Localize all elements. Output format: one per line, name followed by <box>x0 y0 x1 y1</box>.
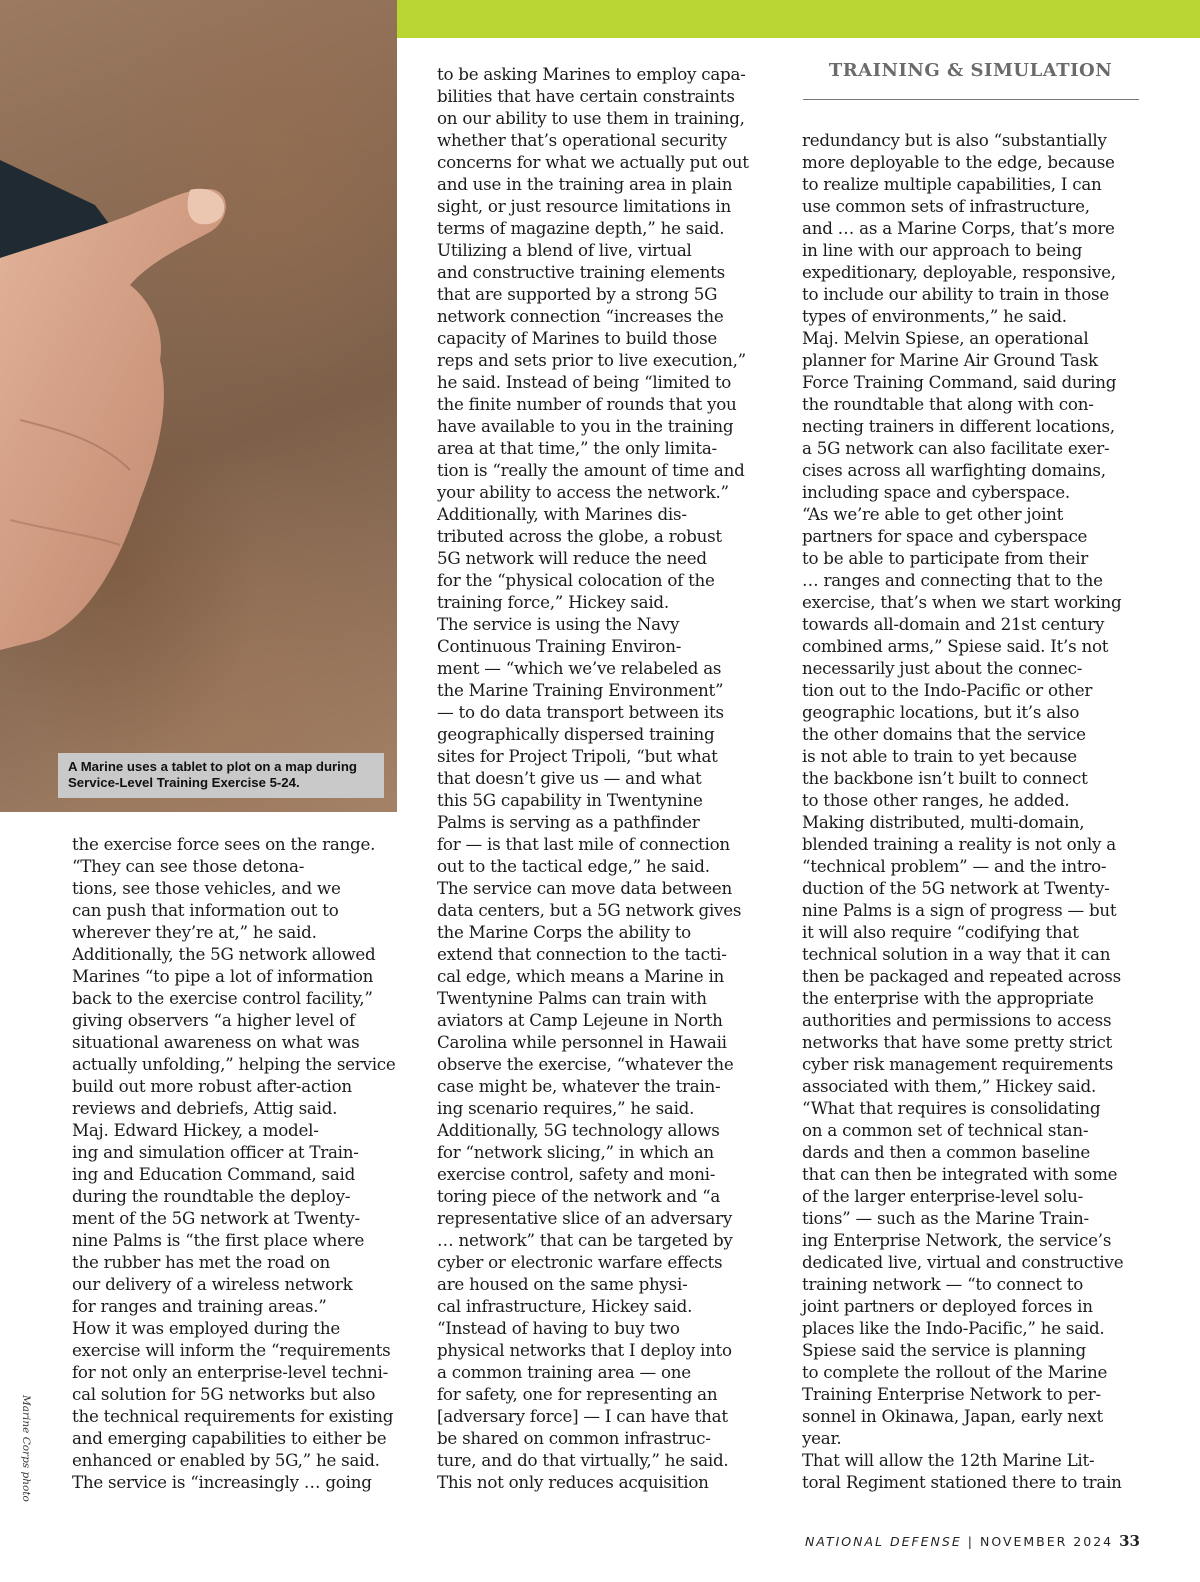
text-line: are housed on the same physi- <box>437 1274 688 1294</box>
text-line: to complete the rollout of the Marine <box>802 1362 1108 1382</box>
text-line: combined arms,” Spiese said. It’s not <box>802 636 1109 656</box>
text-line: ing Enterprise Network, the service’s <box>802 1230 1112 1250</box>
text-line: networks that have some pretty strict <box>802 1032 1113 1052</box>
article-photo <box>0 0 397 812</box>
text-line: bilities that have certain constraints <box>437 86 735 106</box>
text-line: necting trainers in different locations, <box>802 416 1115 436</box>
text-line: planner for Marine Air Ground Task <box>802 350 1098 370</box>
text-line: can push that information out to <box>72 900 339 920</box>
text-line: The service is “increasingly … going <box>72 1472 372 1492</box>
text-line: redundancy but is also “substantially <box>802 130 1107 150</box>
text-line: our delivery of a wireless network <box>72 1274 353 1294</box>
text-line: and constructive training elements <box>437 262 725 282</box>
text-line: technical solution in a way that it can <box>802 944 1111 964</box>
article-column-3 <box>802 129 1142 1493</box>
text-line: is not able to train to yet because <box>802 746 1077 766</box>
text-line: in line with our approach to being <box>802 240 1083 260</box>
text-line: for ranges and training areas.” <box>72 1296 327 1316</box>
photo-credit <box>18 1395 42 1505</box>
text-line: dards and then a common baseline <box>802 1142 1090 1162</box>
text-line: cal solution for 5G networks but also <box>72 1384 376 1404</box>
caption-line: A Marine uses a tablet to plot on a map during <box>68 759 357 774</box>
text-line: cises across all warfighting domains, <box>802 460 1106 480</box>
text-line: the backbone isn’t built to connect <box>802 768 1088 788</box>
text-line: your ability to access the network.” <box>437 482 729 502</box>
text-line: Making distributed, multi-domain, <box>802 812 1085 832</box>
text-line: nine Palms is “the first place where <box>72 1230 365 1250</box>
text-line: terms of magazine depth,” he said. <box>437 218 725 238</box>
text-line: expeditionary, deployable, responsive, <box>802 262 1116 282</box>
text-line: Training Enterprise Network to per- <box>802 1384 1101 1404</box>
hand-photo-illustration <box>0 0 397 812</box>
text-line: concerns for what we actually put out <box>437 152 749 172</box>
page-footer <box>805 1532 1140 1550</box>
text-line: nine Palms is a sign of progress — but <box>802 900 1117 920</box>
text-line: for “network slicing,” in which an <box>437 1142 714 1162</box>
text-line: to be asking Marines to employ capa- <box>437 64 746 84</box>
text-line: — to do data transport between its <box>437 702 724 722</box>
text-line: be shared on common infrastruc- <box>437 1428 711 1448</box>
text-line: on a common set of technical stan- <box>802 1120 1089 1140</box>
text-line: to realize multiple capabilities, I can <box>802 174 1102 194</box>
text-line: exercise control, safety and moni- <box>437 1164 716 1184</box>
text-line: for the “physical colocation of the <box>437 570 715 590</box>
text-line: case might be, whatever the train- <box>437 1076 721 1096</box>
text-line: whether that’s operational security <box>437 130 727 150</box>
text-line: network connection “increases the <box>437 306 724 326</box>
text-line: the roundtable that along with con- <box>802 394 1094 414</box>
accent-top-bar <box>397 0 1200 38</box>
text-line: wherever they’re at,” he said. <box>72 922 317 942</box>
text-line: and … as a Marine Corps, that’s more <box>802 218 1115 238</box>
text-line: “technical problem” — and the intro- <box>802 856 1107 876</box>
text-line: of the larger enterprise-level solu- <box>802 1186 1084 1206</box>
text-line: tion out to the Indo-Pacific or other <box>802 680 1093 700</box>
text-line: representative slice of an adversary <box>437 1208 733 1228</box>
text-line: to be able to participate from their <box>802 548 1088 568</box>
text-line: ing and simulation officer at Train- <box>72 1142 359 1162</box>
text-line: exercise, that’s when we start working <box>802 592 1122 612</box>
text-line: use common sets of infrastructure, <box>802 196 1090 216</box>
text-line: have available to you in the training <box>437 416 734 436</box>
text-line: tributed across the globe, a robust <box>437 526 722 546</box>
text-line: the exercise force sees on the range. <box>72 834 376 854</box>
text-line: year. <box>802 1428 842 1448</box>
text-line: including space and cyberspace. <box>802 482 1070 502</box>
text-line: Carolina while personnel in Hawaii <box>437 1032 727 1052</box>
text-line: and use in the training area in plain <box>437 174 733 194</box>
text-line: for — is that last mile of connection <box>437 834 730 854</box>
text-line: That will allow the 12th Marine Lit- <box>802 1450 1095 1470</box>
text-line: the technical requirements for existing <box>72 1406 394 1426</box>
caption-line: Service-Level Training Exercise 5-24. <box>68 775 300 790</box>
text-line: aviators at Camp Lejeune in North <box>437 1010 723 1030</box>
text-line: cyber risk management requirements <box>802 1054 1114 1074</box>
text-line: a 5G network can also facilitate exer- <box>802 438 1110 458</box>
text-line: the enterprise with the appropriate <box>802 988 1094 1008</box>
text-line: training force,” Hickey said. <box>437 592 669 612</box>
text-line: [adversary force] — I can have that <box>437 1406 728 1426</box>
text-line: blended training a reality is not only a <box>802 834 1116 854</box>
text-line: ment of the 5G network at Twenty- <box>72 1208 360 1228</box>
text-line: geographic locations, but it’s also <box>802 702 1080 722</box>
text-line: authorities and permissions to access <box>802 1010 1112 1030</box>
text-line: ment — “which we’ve relabeled as <box>437 658 722 678</box>
text-line: during the roundtable the deploy- <box>72 1186 351 1206</box>
text-line: extend that connection to the tacti- <box>437 944 727 964</box>
text-line: more deployable to the edge, because <box>802 152 1115 172</box>
publication-name: NATIONAL DEFENSE <box>804 1534 962 1549</box>
text-line: “What that requires is consolidating <box>802 1098 1101 1118</box>
text-line: ture, and do that virtually,” he said. <box>437 1450 729 1470</box>
text-line: out to the tactical edge,” he said. <box>437 856 710 876</box>
text-line: then be packaged and repeated across <box>802 966 1121 986</box>
text-line: the finite number of rounds that you <box>437 394 737 414</box>
text-line: it will also require “codifying that <box>802 922 1079 942</box>
text-line: cal edge, which means a Marine in <box>437 966 725 986</box>
text-line: How it was employed during the <box>72 1318 340 1338</box>
text-line: geographically dispersed training <box>437 724 715 744</box>
text-line: and emerging capabilities to either be <box>72 1428 387 1448</box>
text-line: data centers, but a 5G network gives <box>437 900 742 920</box>
text-line: exercise will inform the “requirements <box>72 1340 391 1360</box>
text-line: The service can move data between <box>437 878 732 898</box>
issue-date: NOVEMBER 2024 <box>979 1534 1114 1549</box>
text-line: tions, see those vehicles, and we <box>72 878 341 898</box>
text-line: necessarily just about the connec- <box>802 658 1083 678</box>
text-line: joint partners or deployed forces in <box>802 1296 1093 1316</box>
text-line: Additionally, the 5G network allowed <box>72 944 376 964</box>
text-line: the Marine Corps the ability to <box>437 922 691 942</box>
text-line: back to the exercise control facility,” <box>72 988 373 1008</box>
text-line: … ranges and connecting that to the <box>802 570 1103 590</box>
text-line: partners for space and cyberspace <box>802 526 1088 546</box>
text-line: on our ability to use them in training, <box>437 108 745 128</box>
article-column-1 <box>72 833 412 1493</box>
photo-caption <box>58 753 384 798</box>
text-line: enhanced or enabled by 5G,” he said. <box>72 1450 380 1470</box>
text-line: places like the Indo-Pacific,” he said. <box>802 1318 1105 1338</box>
article-column-2 <box>437 63 772 1493</box>
photo-credit-text: Marine Corps photo <box>20 1395 32 1502</box>
text-line: situational awareness on what was <box>72 1032 360 1052</box>
text-line: Additionally, 5G technology allows <box>437 1120 720 1140</box>
text-line: a common training area — one <box>437 1362 691 1382</box>
text-line: The service is using the Navy <box>437 614 680 634</box>
text-line: ing scenario requires,” he said. <box>437 1098 695 1118</box>
section-label: TRAINING & SIMULATION <box>828 60 1113 81</box>
text-line: the other domains that the service <box>802 724 1086 744</box>
text-line: This not only reduces acquisition <box>437 1472 709 1492</box>
text-line: Spiese said the service is planning <box>802 1340 1086 1360</box>
text-line: Force Training Command, said during <box>802 372 1117 392</box>
text-line: training network — “to connect to <box>802 1274 1084 1294</box>
text-line: tion is “really the amount of time and <box>437 460 745 480</box>
text-line: sight, or just resource limitations in <box>437 196 731 216</box>
text-line: Palms is serving as a pathfinder <box>437 812 700 832</box>
text-line: for not only an enterprise-level techni- <box>72 1362 388 1382</box>
text-line: capacity of Marines to build those <box>437 328 718 348</box>
text-line: this 5G capability in Twentynine <box>437 790 703 810</box>
text-line: cal infrastructure, Hickey said. <box>437 1296 693 1316</box>
text-line: “Instead of having to buy two <box>437 1318 680 1338</box>
text-line: that can then be integrated with some <box>802 1164 1118 1184</box>
text-line: sites for Project Tripoli, “but what <box>437 746 718 766</box>
text-line: Continuous Training Environ- <box>437 636 682 656</box>
text-line: to those other ranges, he added. <box>802 790 1070 810</box>
text-line: types of environments,” he said. <box>802 306 1067 326</box>
text-line: area at that time,” the only limita- <box>437 438 717 458</box>
text-line: toring piece of the network and “a <box>437 1186 721 1206</box>
text-line: ing and Education Command, said <box>72 1164 356 1184</box>
text-line: Marines “to pipe a lot of information <box>72 966 374 986</box>
text-line: reviews and debriefs, Attig said. <box>72 1098 338 1118</box>
text-line: “They can see those detona- <box>72 856 305 876</box>
text-line: Maj. Melvin Spiese, an operational <box>802 328 1089 348</box>
text-line: that doesn’t give us — and what <box>437 768 702 788</box>
text-line: that are supported by a strong 5G <box>437 284 718 304</box>
text-line: Utilizing a blend of live, virtual <box>437 240 692 260</box>
text-line: duction of the 5G network at Twenty- <box>802 878 1110 898</box>
text-line: 5G network will reduce the need <box>437 548 707 568</box>
text-line: toral Regiment stationed there to train <box>802 1472 1122 1492</box>
text-line: actually unfolding,” helping the service <box>72 1054 396 1074</box>
text-line: dedicated live, virtual and constructive <box>802 1252 1124 1272</box>
footer-separator: | <box>967 1534 974 1549</box>
text-line: reps and sets prior to live execution,” <box>437 350 746 370</box>
text-line: giving observers “a higher level of <box>72 1010 355 1030</box>
text-line: the rubber has met the road on <box>72 1252 331 1272</box>
text-line: physical networks that I deploy into <box>437 1340 732 1360</box>
text-line: “As we’re able to get other joint <box>802 504 1064 524</box>
section-divider <box>803 99 1139 100</box>
text-line: tions” — such as the Marine Train- <box>802 1208 1089 1228</box>
text-line: Maj. Edward Hickey, a model- <box>72 1120 319 1140</box>
page-number: 33 <box>1119 1532 1140 1550</box>
text-line: observe the exercise, “whatever the <box>437 1054 734 1074</box>
text-line: the Marine Training Environment” <box>437 680 724 700</box>
text-line: to include our ability to train in those <box>802 284 1109 304</box>
text-line: for safety, one for representing an <box>437 1384 718 1404</box>
text-line: cyber or electronic warfare effects <box>437 1252 723 1272</box>
text-line: … network” that can be targeted by <box>437 1230 733 1250</box>
text-line: Additionally, with Marines dis- <box>437 504 687 524</box>
text-line: towards all-domain and 21st century <box>802 614 1105 634</box>
text-line: he said. Instead of being “limited to <box>437 372 732 392</box>
text-line: Twentynine Palms can train with <box>437 988 707 1008</box>
text-line: associated with them,” Hickey said. <box>802 1076 1097 1096</box>
text-line: sonnel in Okinawa, Japan, early next <box>802 1406 1103 1426</box>
text-line: build out more robust after-action <box>72 1076 352 1096</box>
